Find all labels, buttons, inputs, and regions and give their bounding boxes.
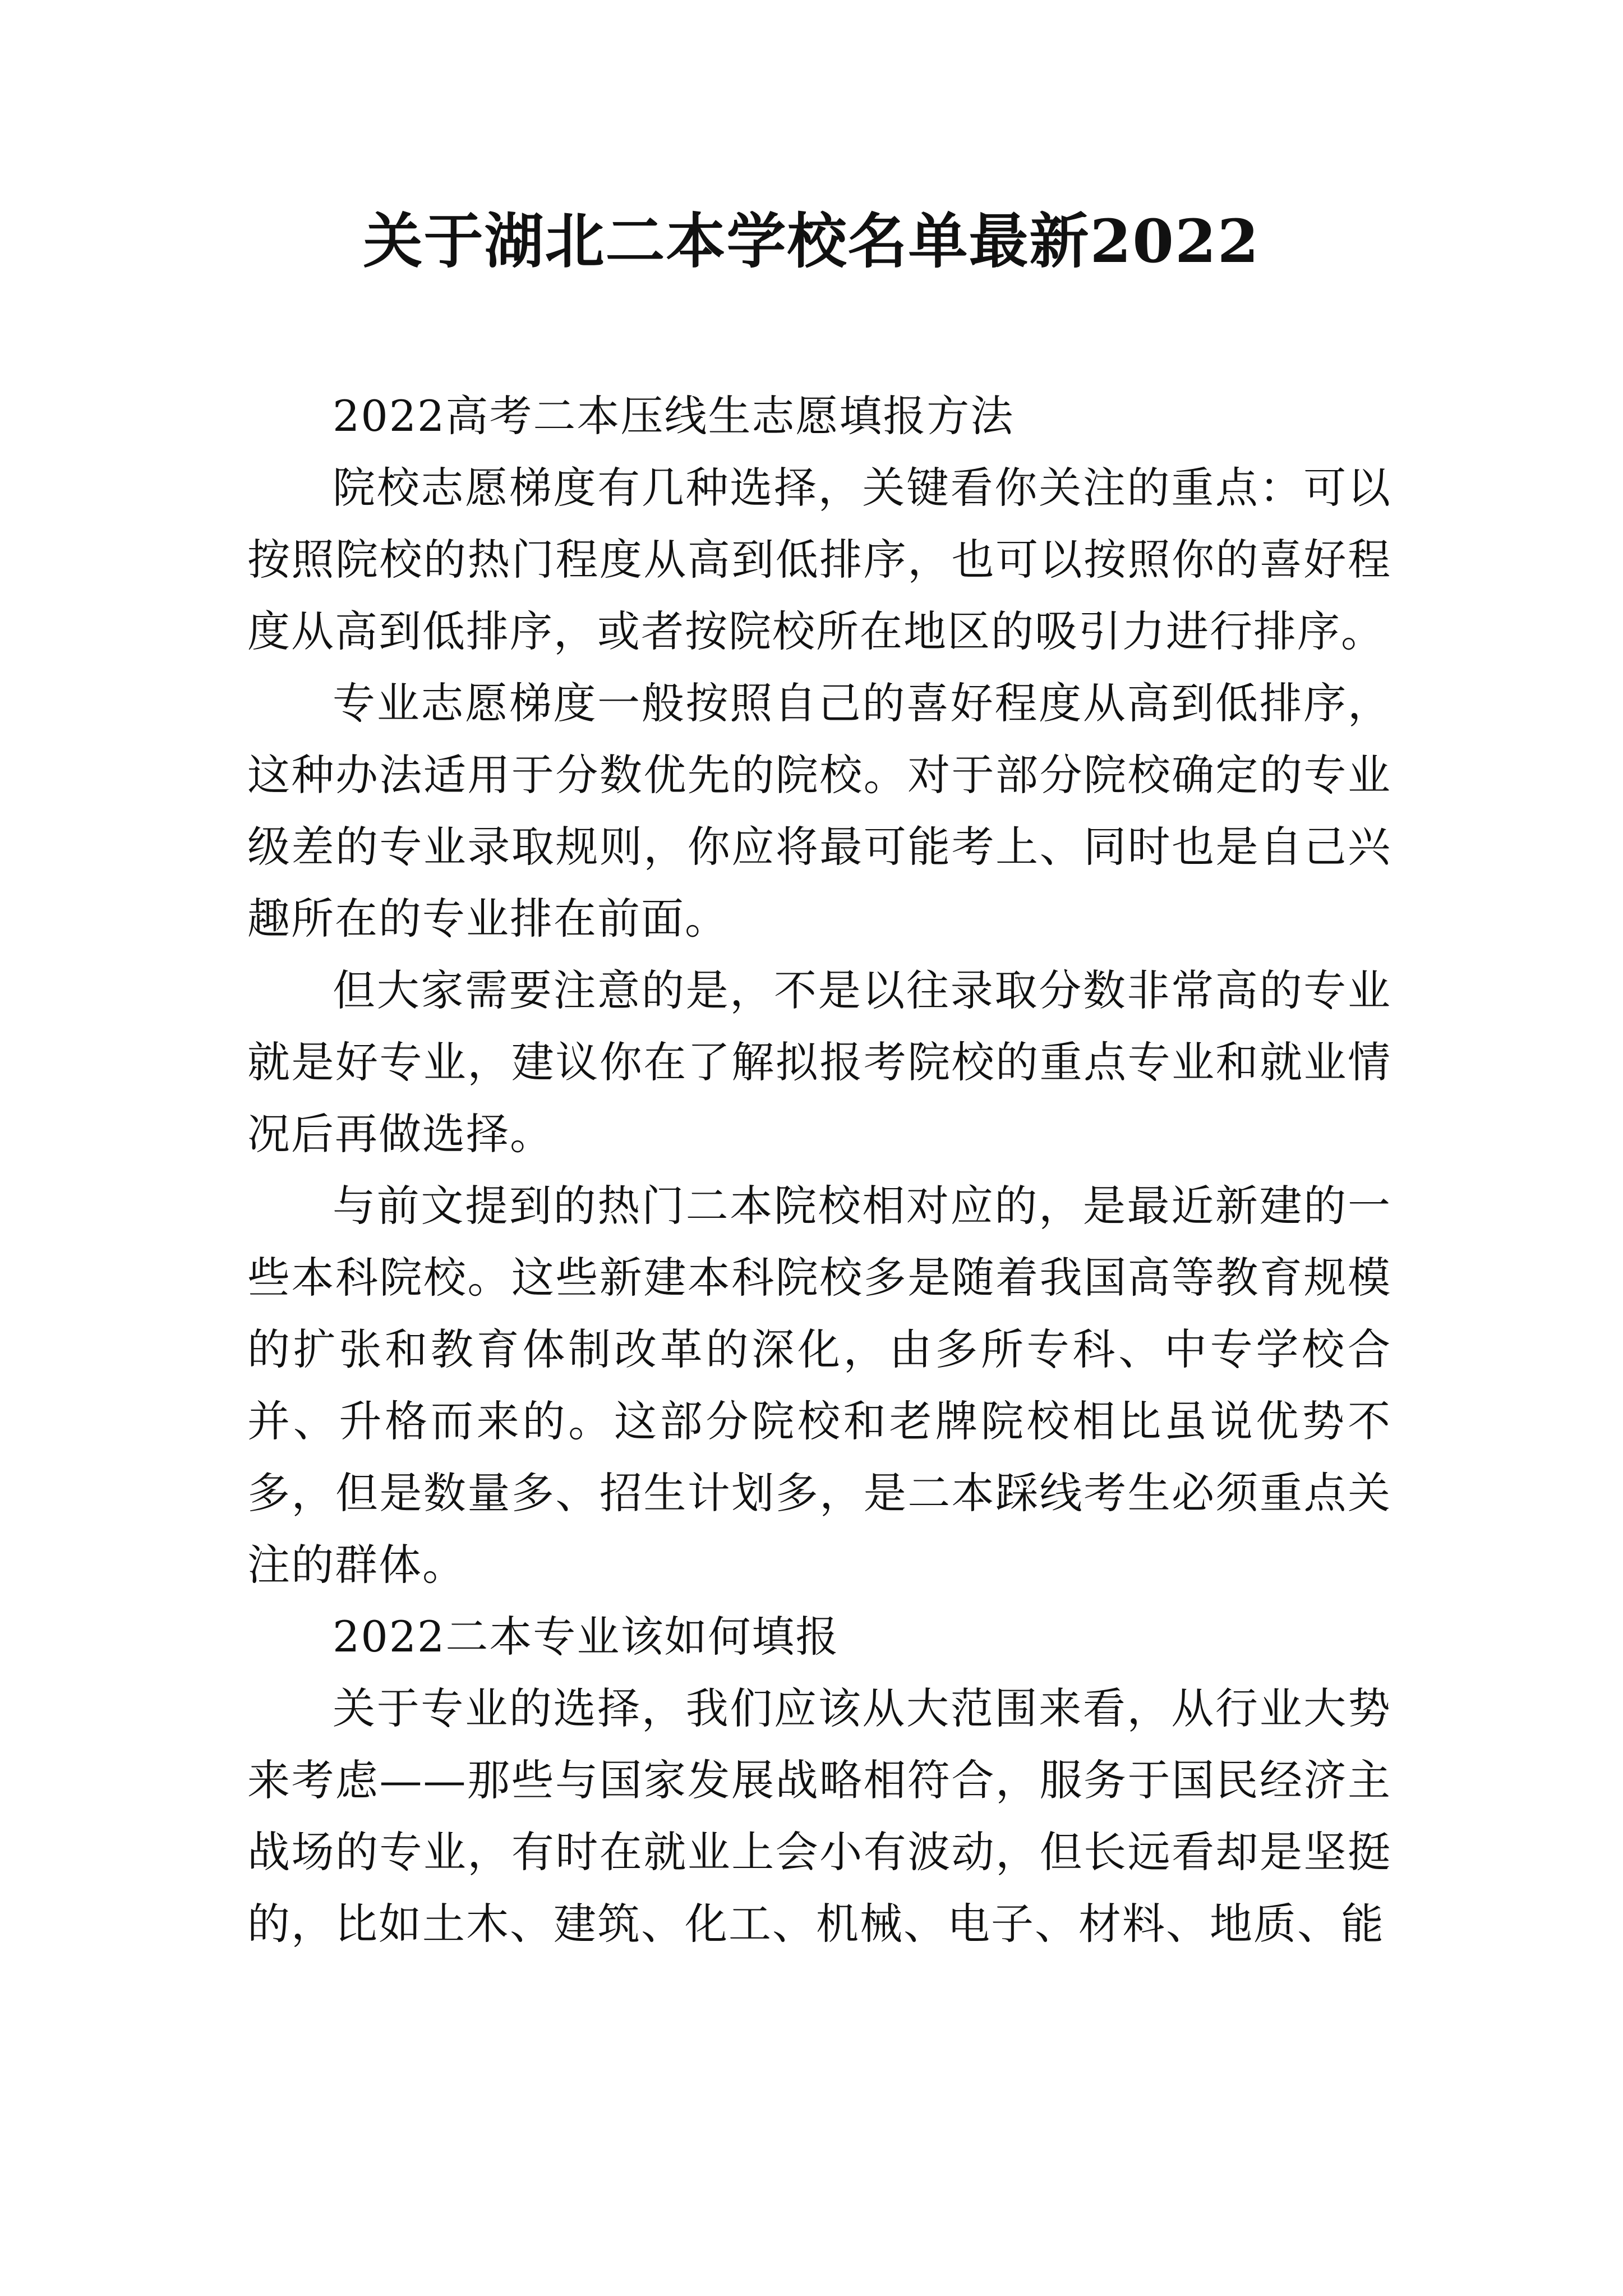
document-title: 关于湖北二本学校名单最新2022 (363, 206, 1260, 276)
paragraph: 院校志愿梯度有几种选择，关键看你关注的重点：可以按照院校的热门程度从高到低排序，也可以按照你的喜好程度从高到低排序，或者按院校所在地区的吸引力进行排序。 (247, 463, 1391, 656)
paragraph: 与前文提到的热门二本院校相对应的，是最近新建的一些本科院校。这些新建本科院校多是随着我国高等教育规模的扩张和教育体制改革的深化，由多所专科、中专学校合并、升格而来的。这部分院校和老牌院校相比虽说优势不多，但是数量多、招生计划多，是二本踩线考生必须重点关注的群体。 (247, 1181, 1391, 1590)
paragraph: 专业志愿梯度一般按照自己的喜好程度从高到低排序，这种办法适用于分数优先的院校。对于部分院校确定的专业级差的专业录取规则，你应将最可能考上、同时也是自己兴趣所在的专业排在前面。 (247, 678, 1391, 944)
section-heading: 2022二本专业该如何填报 (333, 1612, 840, 1662)
paragraph: 关于专业的选择，我们应该从大范围来看，从行业大势来考虑——那些与国家发展战略相符合，服务于国民经济主战场的专业，有时在就业上会小有波动，但长远看却是坚挺的，比如土木、建筑、化工、机械、电子、材料、地质、能 (247, 1683, 1391, 1949)
document-body (247, 380, 1391, 1960)
paragraph: 但大家需要注意的是，不是以往录取分数非常高的专业就是好专业，建议你在了解拟报考院校的重点专业和就业情况后再做选择。 (247, 965, 1391, 1159)
section-heading: 2022高考二本压线生志愿填报方法 (333, 391, 1015, 441)
